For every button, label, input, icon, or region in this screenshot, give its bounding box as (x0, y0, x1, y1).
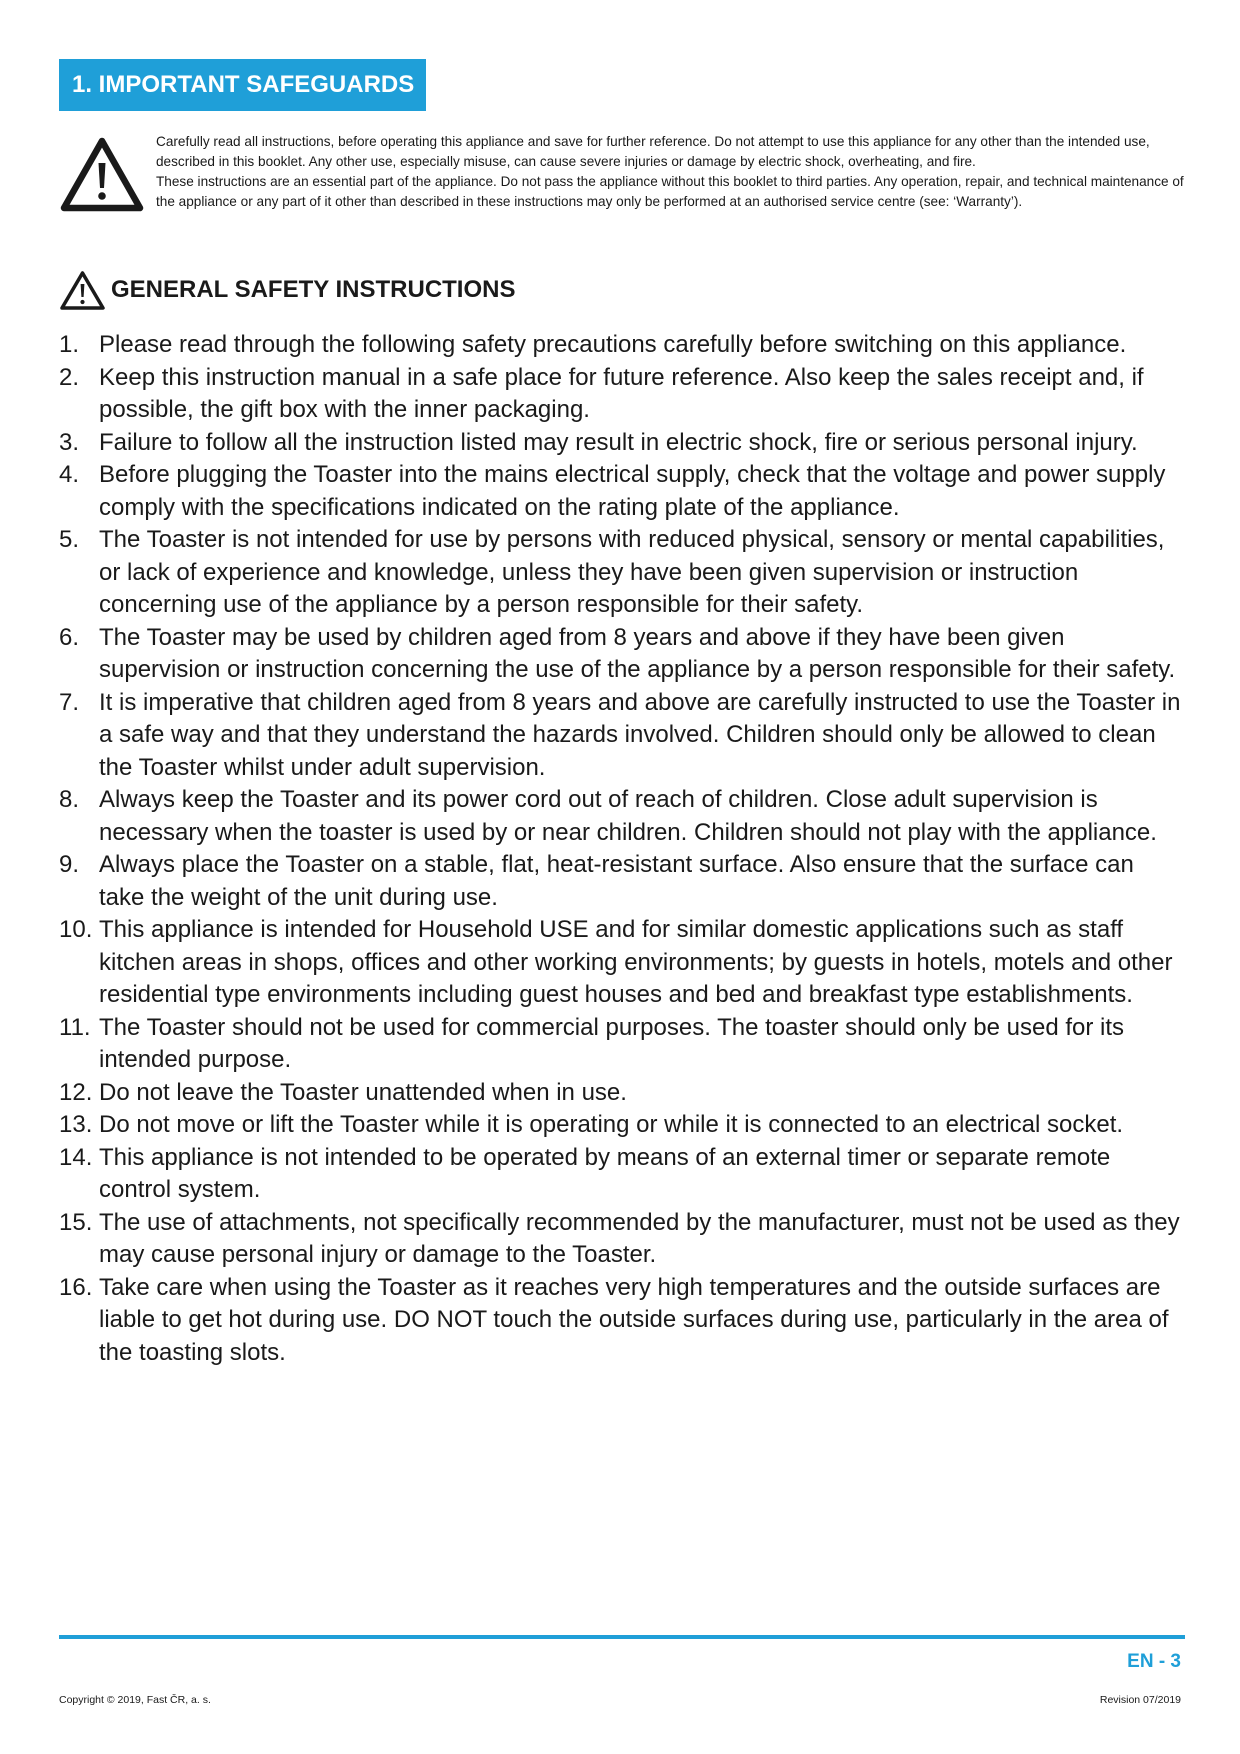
item-text: Failure to follow all the instruction listed may result in electric shock, fire or serious personal injury. (99, 428, 1138, 456)
item-text: Please read through the following safety precautions carefully before switching on this appliance. (99, 331, 1127, 358)
item-number: 11. (59, 1013, 91, 1041)
footer-divider (59, 1635, 1185, 1639)
item-number: 12. (59, 1078, 93, 1106)
list-item (59, 329, 1185, 362)
warning-paragraph: Carefully read all instructions, before operating this appliance and save for further reference. Do not attempt to use this appliance for any other than the intended use, described in this booklet. Any other use, especially misuse, can cause severe injuries or damage by electric shock, overheating, and fire. (156, 134, 1150, 169)
list-item (59, 524, 1185, 622)
list-item (59, 1142, 1185, 1207)
list-item (59, 1077, 1185, 1110)
item-text: Always place the Toaster on a stable, flat, heat-resistant surface. Also ensure that the surface can take the weight of the unit during use. (99, 851, 1134, 911)
item-text: Keep this instruction manual in a safe place for future reference. Also keep the sales receipt and, if possible, the gift box with the inner packaging. (99, 363, 1144, 423)
item-text: Do not move or lift the Toaster while it is operating or while it is connected to an electrical socket. (99, 1111, 1124, 1138)
warning-text (156, 132, 1185, 212)
item-text: The Toaster is not intended for use by persons with reduced physical, sensory or mental capabilities, or lack of experience and knowledge, unless they have been given supervision or instruction concerning use of the appliance by a person responsible for their safety. (99, 526, 1165, 618)
item-text: Before plugging the Toaster into the mains electrical supply, check that the voltage and power supply comply with the specifications indicated on the rating plate of the appliance. (99, 461, 1166, 521)
revision-label: Revision 07/2019 (1099, 1694, 1181, 1706)
item-text: This appliance is not intended to be operated by means of an external timer or separate remote control system. (99, 1143, 1111, 1203)
item-number: 7. (59, 688, 80, 716)
list-item (59, 1272, 1185, 1370)
item-number: 1. (59, 331, 80, 358)
section-title: GENERAL SAFETY INSTRUCTIONS (111, 276, 516, 303)
item-number: 2. (59, 363, 80, 391)
item-text: The use of attachments, not specifically recommended by the manufacturer, must not be used as they may cause personal injury or damage to the Toaster. (99, 1208, 1180, 1268)
item-number: 9. (59, 851, 80, 878)
item-number: 16. (59, 1273, 93, 1301)
item-text: Take care when using the Toaster as it reaches very high temperatures and the outside surfaces are liable to get hot during use. DO NOT touch the outside surfaces during use, particularly in the area of the toasting slots. (99, 1273, 1169, 1366)
item-number: 8. (59, 786, 80, 813)
warning-paragraph: These instructions are an essential part of the appliance. Do not pass the appliance without this booklet to third parties. Any operation, repair, and technical maintenance of the appliance or any part of it other than described in these instructions may only be performed at an authorised service centre (see: ‘Warranty’). (156, 174, 1184, 209)
safety-warning-notice (59, 132, 1185, 212)
copyright-notice: Copyright © 2019, Fast ČR, a. s. (59, 1694, 211, 1706)
list-item (59, 622, 1185, 687)
item-number: 15. (59, 1208, 93, 1236)
list-item (59, 784, 1185, 849)
item-number: 3. (59, 428, 80, 456)
list-item (59, 427, 1185, 460)
item-text: This appliance is intended for Household USE and for similar domestic applications such as staff kitchen areas in shops, offices and other working environments; by guests in hotels, motels and other residential type environments including guest houses and bed and breakfast type establishments. (99, 916, 1173, 1008)
list-item (59, 914, 1185, 1012)
warning-triangle-icon (59, 270, 106, 311)
list-item (59, 362, 1185, 427)
item-text: The Toaster may be used by children aged from 8 years and above if they have been given supervision or instruction concerning the use of the appliance by a person responsible for their safety. (99, 623, 1176, 683)
safety-instructions-list (59, 329, 1185, 1369)
item-text: Do not leave the Toaster unattended when in use. (99, 1078, 627, 1106)
section-heading-banner: 1. IMPORTANT SAFEGUARDS (59, 59, 426, 111)
item-number: 13. (59, 1111, 93, 1138)
list-item (59, 459, 1185, 524)
list-item (59, 1207, 1185, 1272)
list-item (59, 1012, 1185, 1077)
item-text: It is imperative that children aged from 8 years and above are carefully instructed to use the Toaster in a safe way and that they understand the hazards involved. Children should only be allowed to clean the Toaster whilst under adult supervision. (99, 688, 1181, 781)
item-number: 5. (59, 526, 80, 553)
list-item (59, 1109, 1185, 1142)
list-item (59, 849, 1185, 914)
item-number: 6. (59, 623, 80, 651)
warning-triangle-icon (59, 135, 145, 213)
item-number: 14. (59, 1143, 93, 1171)
item-number: 4. (59, 461, 80, 488)
item-text: The Toaster should not be used for commercial purposes. The toaster should only be used for its intended purpose. (99, 1013, 1125, 1073)
general-safety-heading (59, 268, 515, 312)
item-number: 10. (59, 916, 93, 943)
item-text: Always keep the Toaster and its power cord out of reach of children. Close adult supervision is necessary when the toaster is used by or near children. Children should not play with the appliance. (99, 786, 1157, 846)
page-number: EN - 3 (1127, 1651, 1181, 1672)
list-item (59, 687, 1185, 785)
